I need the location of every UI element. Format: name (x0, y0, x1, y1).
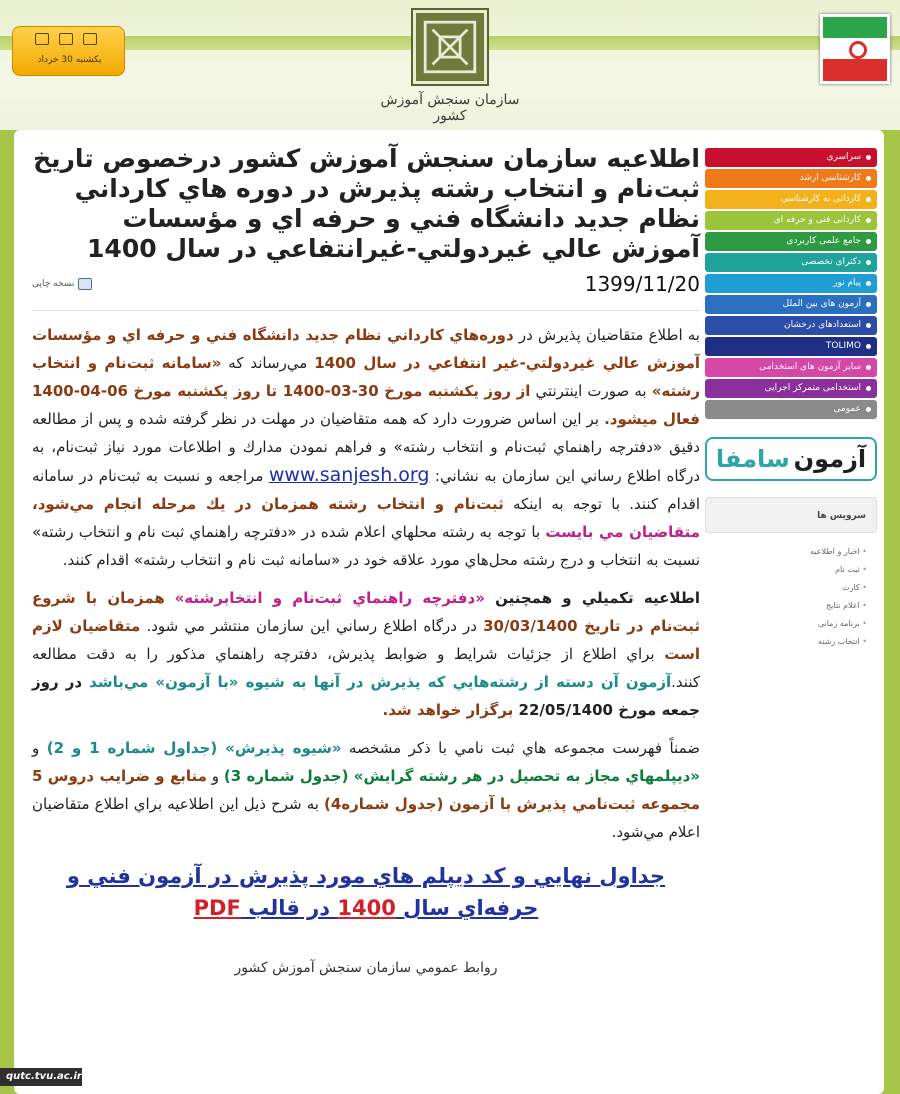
sidebar-menu-item[interactable]: استعدادهای درخشان (705, 316, 877, 335)
service-link[interactable]: • اخبار و اطلاعیه (705, 543, 867, 561)
sidebar-menu-item[interactable]: کاردانی به کارشناسی (705, 190, 877, 209)
article-title: اطلاعيه سازمان سنجش آموزش كشور درخصوص تاريخ ثبت‌نام و انتخاب رشته پذيرش در دوره هاي كارداني نظام جديد دانشگاه فني و حرفه اي و مؤسسات آموزش عالي غيردولتي-غيرانتفاعي در سال 1400 (33, 144, 700, 263)
iran-flag (820, 14, 890, 84)
print-version-link[interactable] (32, 278, 92, 290)
sidebar-menu-item[interactable]: استخدامی متمرکز اجرایی (705, 379, 877, 398)
service-link[interactable]: • انتخاب رشته (705, 633, 867, 651)
logo-text: سازمان سنجش آموزش کشور (380, 92, 520, 124)
sidebar-menu-item[interactable]: سایر آزمون های استخدامی (705, 358, 877, 377)
mail-icon[interactable] (59, 33, 73, 45)
current-date: یکشنبه 30 خرداد (37, 55, 102, 65)
date-box (12, 26, 125, 76)
flag-emblem-icon (849, 41, 867, 59)
home-icon[interactable] (83, 33, 97, 45)
sidebar-menu-item[interactable]: پیام نور (705, 274, 877, 293)
print-icon[interactable] (35, 33, 49, 45)
sidebar-menu-item[interactable]: آزمون های بین الملل (705, 295, 877, 314)
sidebar-menu (705, 148, 877, 419)
services-list (705, 543, 877, 651)
divider (32, 310, 700, 311)
watermark: qutc.tvu.ac.ir (0, 1068, 82, 1086)
paragraph-3: ضمناً فهرست مجموعه هاي ثبت نامي با ذكر مشخصه «شيوه پذيرش» (جداول شماره 1 و 2) و «ديپلمهاي مجاز به تحصيل در هر رشته گرايش» (جدول شماره 3) و منابع و ضرايب دروس 5 مجموعه ثبت‌نامي پذيرش با آزمون (جدول شماره4) به شرح ذيل اين اطلاعيه براي اطلاع متقاضيان اعلام مي‌شود. (32, 739, 700, 841)
sidebar-menu-item[interactable]: جامع علمی کاربردی (705, 232, 877, 251)
sidebar-menu-item[interactable]: کاردانی فنی و حرفه ای (705, 211, 877, 230)
sanjesh-logo[interactable] (413, 10, 487, 84)
service-link[interactable]: • برنامه زمانی (705, 615, 867, 633)
sanjesh-url-link[interactable]: www.sanjesh.org (268, 464, 430, 486)
azmoon-samfa-banner[interactable]: آزمون سامفا (705, 437, 877, 481)
sidebar (705, 148, 877, 651)
services-title: سرویس ها (705, 497, 877, 533)
publish-date: 1399/11/20 (584, 272, 700, 296)
sidebar-menu-item[interactable]: کارشناسی ارشد (705, 169, 877, 188)
service-link[interactable]: • اعلام نتایج (705, 597, 867, 615)
sidebar-menu-item[interactable]: عمومی (705, 400, 877, 419)
main-panel (14, 130, 884, 1094)
printer-icon (78, 278, 92, 290)
sidebar-menu-item[interactable]: TOLIMO (705, 337, 877, 356)
paragraph-1: به اطلاع متقاضيان پذيرش در دوره‌هاي كارداني نظام جديد دانشگاه فني و حرفه اي و مؤسسات آموزش عالي غيردولتي-غير انتفاعي در سال 1400 مي‌رساند كه «سامانه ثبت‌نام و انتخاب رشته» به صورت اينترنتي از روز يكشنبه مورخ 30-03-1400 تا روز يكشنبه مورخ 06-04-1400 فعال ميشود. بر اين اساس ضرورت دارد كه همه متقاضيان در مهلت در نظر گرفته شده و پس از مطالعه دقيق «دفترچه راهنماي ثبت‌نام و انتخاب رشته» و فراهم نمودن مدارك و اطلاعات مورد نياز ثبت‌نام، به درگاه اطلاع رساني اين سازمان به نشاني: www.sanjesh.org مراجعه و نسبت به ثبت‌نام در سامانه اقدام كنند. با توجه به اينكه ثبت‌نام و انتخاب رشته همزمان در يك مرحله انجام مي‌شود، متقاضيان مي بايست با توجه به رشته محلهاي اعلام شده در «دفترچه راهنماي ثبت نام و انتخاب رشته» نسبت به انتخاب و درج رشته محل‌هاي مورد علاقه خود در «سامانه ثبت نام و انتخاب رشته» اقدام كنند. (32, 326, 701, 569)
site-header (0, 0, 900, 130)
sidebar-menu-item[interactable]: دکترای تخصصی (705, 253, 877, 272)
sidebar-menu-item[interactable]: سراسری (705, 148, 877, 167)
print-version-label: نسخه چاپی (32, 279, 75, 289)
service-link[interactable]: • کارت (705, 579, 867, 597)
public-relations-signature: روابط عمومي سازمان سنجش آموزش كشور (234, 960, 498, 976)
service-link[interactable]: • ثبت نام (705, 561, 867, 579)
article (32, 144, 700, 1084)
pdf-tables-link[interactable]: جداول نهايي و كد ديپلم هاي مورد پذيرش در آزمون فني و حرفه‌اي سال 1400 در قالب PDF (66, 864, 666, 920)
paragraph-2: اطلاعيه تكميلي و همچنين «دفترچه راهنماي ثبت‌نام و انتخابرشته» همزمان با شروع ثبت‌نام در تاريخ 30/03/1400 در درگاه اطلاع رساني اين سازمان منتشر مي شود. متقاضيان لازم است براي اطلاع از جزئيات شرايط و ضوابط پذيرش، دفترچه راهنماي مذكور را به دقت مطالعه كنند.آزمون آن دسته از رشته‌هايي كه پذيرش در آنها به شيوه «با آزمون» مي‌باشد در روز جمعه مورخ 22/05/1400 برگزار خواهد شد. (32, 589, 700, 719)
